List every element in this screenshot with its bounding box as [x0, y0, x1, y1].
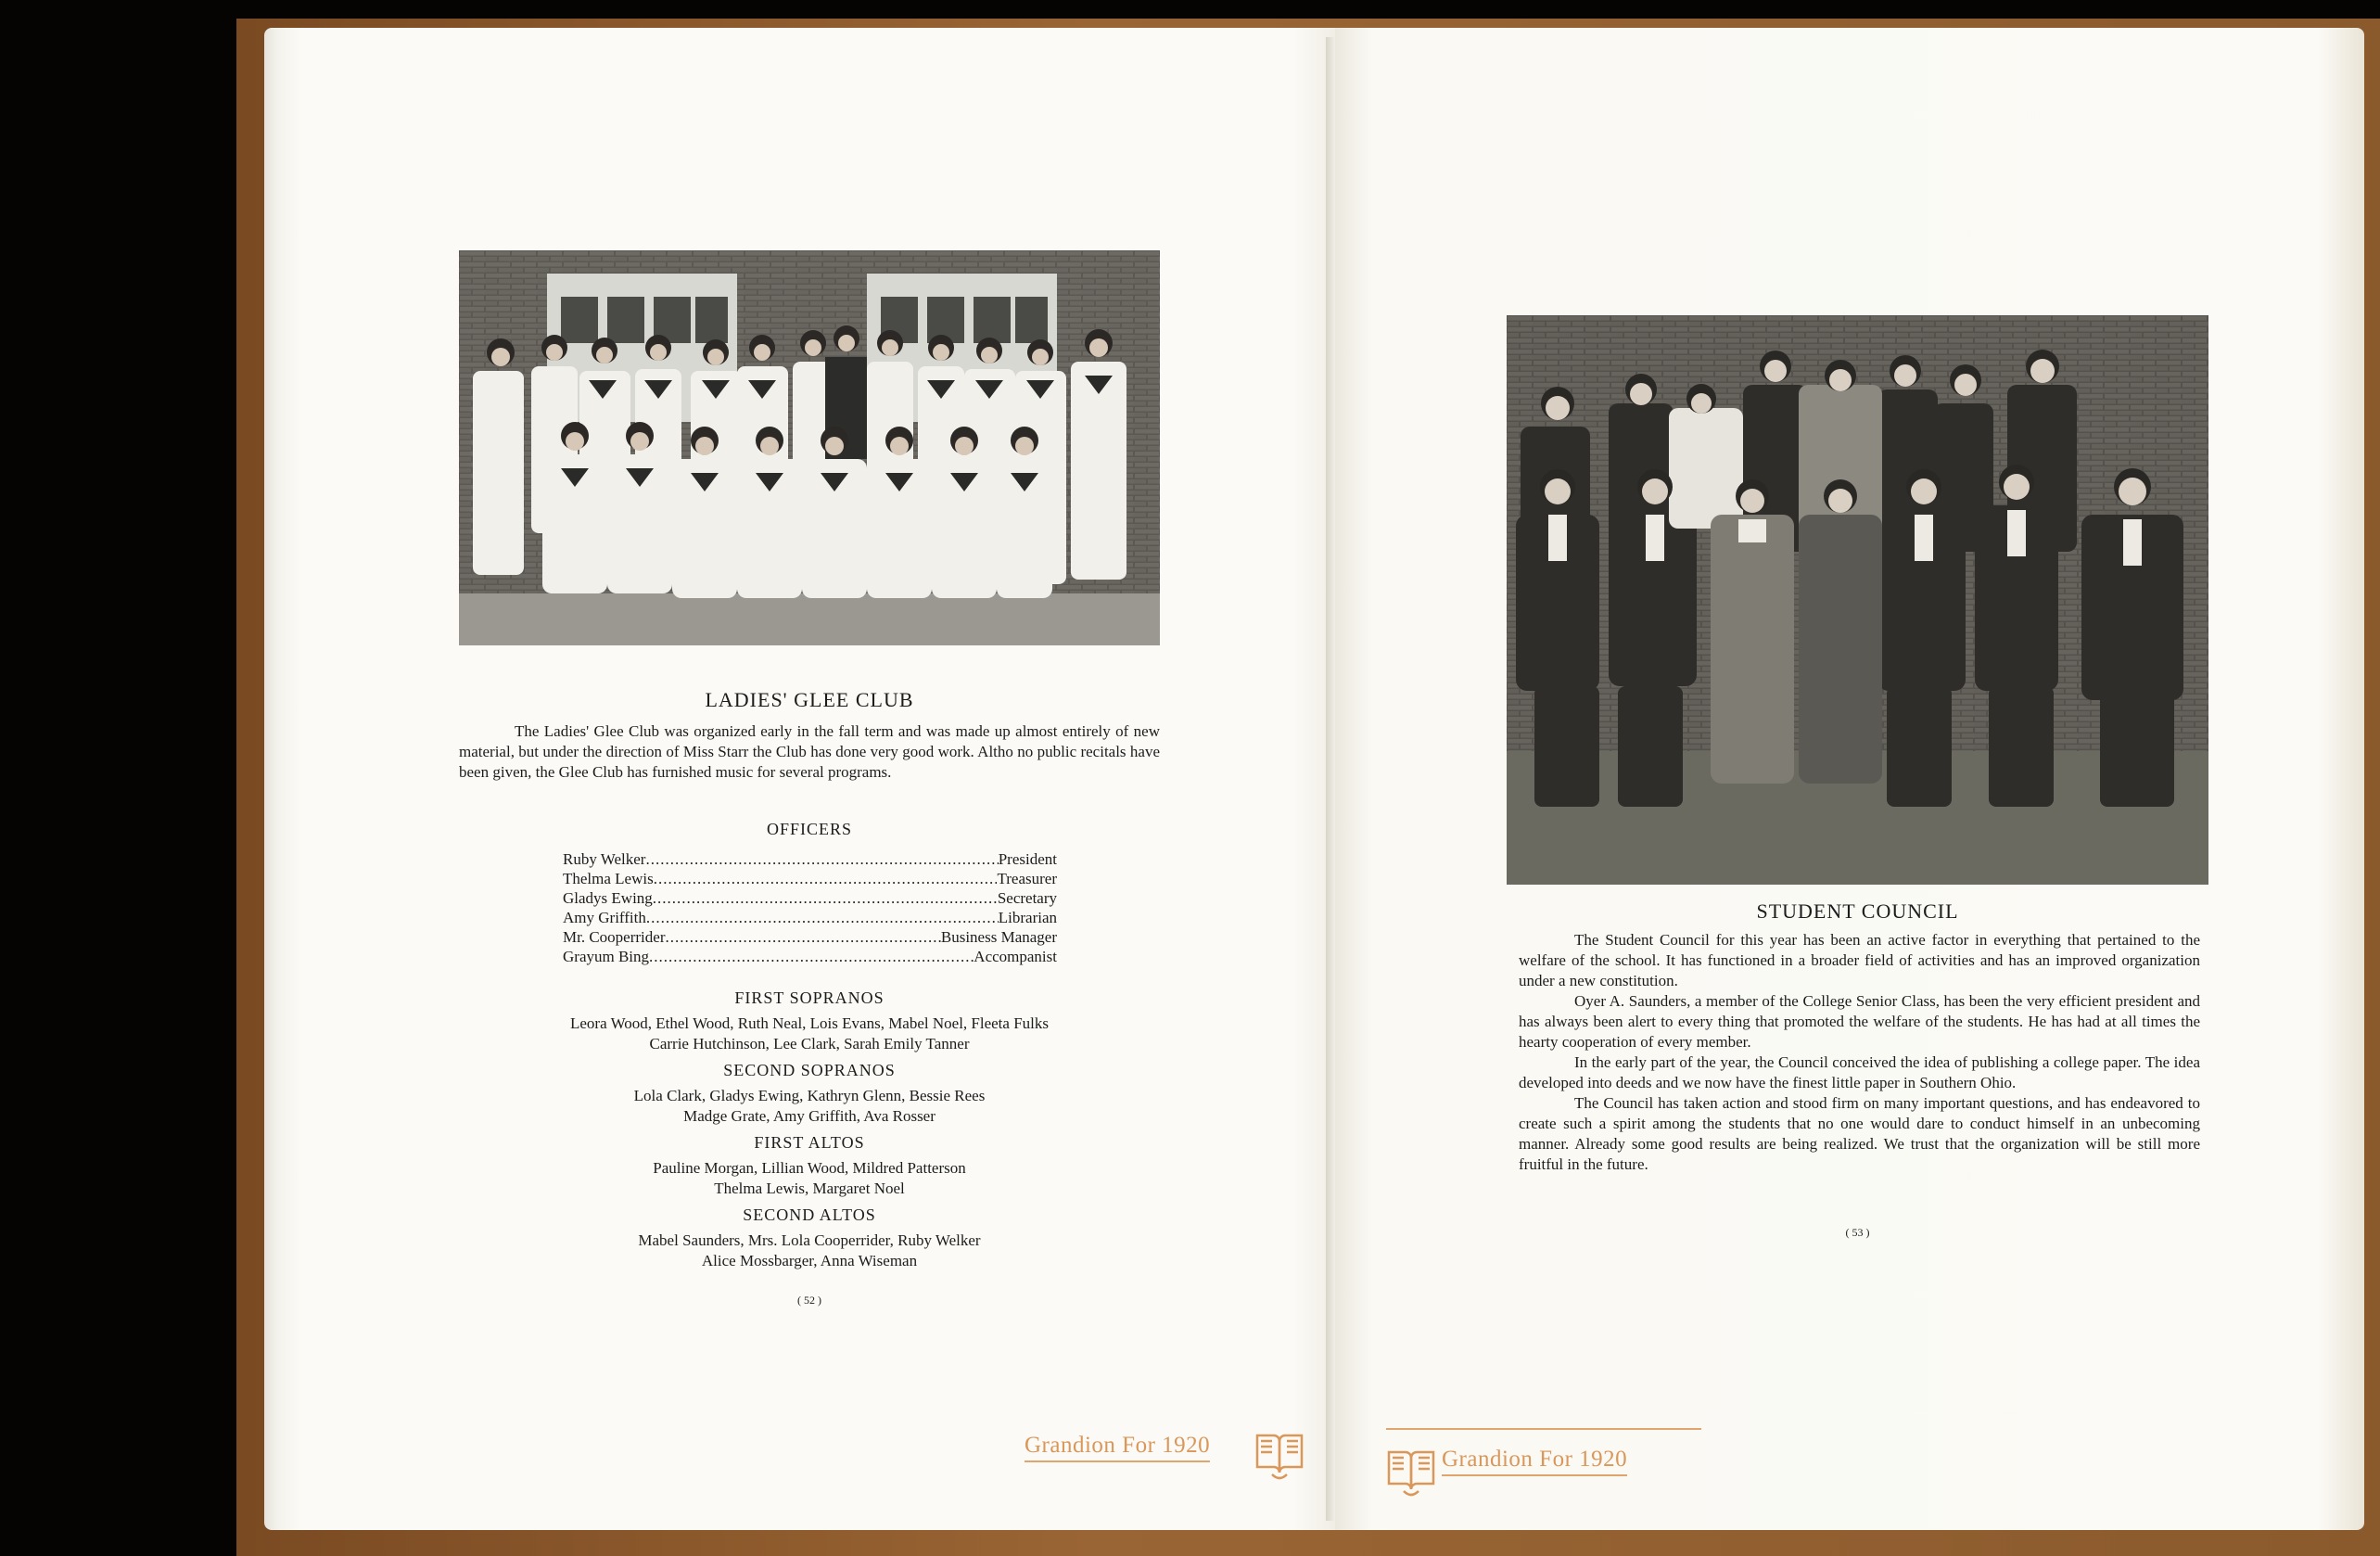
officer-row: [563, 908, 1057, 927]
section-heading: SECOND SOPRANOS: [723, 1061, 896, 1079]
section-line: Madge Grate, Amy Griffith, Ava Rosser: [683, 1107, 935, 1125]
group-photo-student-council-icon: [1507, 315, 2208, 885]
glee-club-photo: [459, 250, 1160, 645]
leader-dots: [649, 947, 974, 966]
glee-club-intro: [459, 721, 1160, 783]
page-number: ( 53 ): [1845, 1226, 1870, 1239]
leader-dots: [645, 849, 998, 869]
leader-dots: [665, 927, 940, 947]
officer-row: [563, 869, 1057, 888]
footer-title: Grandion For 1920: [1025, 1433, 1210, 1462]
section-second-sopranos: [459, 1060, 1160, 1127]
officer-name: Ruby Welker: [563, 850, 646, 868]
officer-name: Gladys Ewing: [563, 889, 653, 907]
open-book-icon: [1383, 1447, 1439, 1502]
section-line: Alice Mossbarger, Anna Wiseman: [701, 1252, 918, 1269]
officer-role: Librarian: [998, 909, 1057, 926]
leader-dots: [653, 888, 998, 908]
officer-name: Mr. Cooperrider: [563, 928, 666, 946]
officer-role: Secretary: [997, 889, 1057, 907]
section-first-sopranos: [459, 988, 1160, 1054]
section-heading: FIRST SOPRANOS: [734, 988, 885, 1007]
officer-role: President: [998, 850, 1057, 868]
section-heading: SECOND ALTOS: [743, 1205, 876, 1224]
officer-row: [563, 927, 1057, 947]
student-council-title: STUDENT COUNCIL: [1756, 899, 1959, 923]
glee-club-intro-text: The Ladies' Glee Club was organized early in the fall term and was made up almost entirely of new material, but under the direction of Miss Starr the Club has done very good work. Altho no public recitals have been given, the Glee Club has furnished music for several programs.: [459, 722, 1160, 781]
section-first-altos: [459, 1132, 1160, 1199]
footer-rule: [1386, 1428, 1701, 1430]
officers-list: [563, 849, 1057, 966]
officer-role: Business Manager: [940, 928, 1057, 946]
glee-club-title: LADIES' GLEE CLUB: [705, 688, 914, 711]
student-council-body: [1519, 930, 2200, 1175]
leader-dots: [646, 908, 999, 927]
section-heading: FIRST ALTOS: [754, 1133, 865, 1152]
section-line: Thelma Lewis, Margaret Noel: [714, 1180, 905, 1197]
officer-role: Accompanist: [974, 948, 1057, 965]
section-second-altos: [459, 1205, 1160, 1271]
council-paragraph: The Student Council for this year has been an active factor in everything that pertained to the welfare of the school. It has functioned in a broader field of activities and has an improved organization under a new constitution.: [1519, 931, 2200, 989]
voice-sections: [459, 988, 1160, 1271]
section-line: Carrie Hutchinson, Lee Clark, Sarah Emily Tanner: [649, 1035, 970, 1052]
officer-name: Amy Griffith: [563, 909, 646, 926]
right-page: [1335, 28, 2364, 1530]
page-number: ( 52 ): [797, 1294, 821, 1307]
officers-heading: OFFICERS: [766, 820, 853, 838]
footer-title: Grandion For 1920: [1442, 1447, 1627, 1476]
council-paragraph: The Council has taken action and stood firm on many important questions, and has endeavored to create such a spirit among the students that no one would dare to conduct himself in an unbecoming manner. Already some good results are being realized. We trust that the organization will be still more fruitful in the future.: [1519, 1094, 2200, 1173]
officer-role: Treasurer: [997, 870, 1057, 887]
open-book-icon: [1252, 1430, 1307, 1486]
section-line: Lola Clark, Gladys Ewing, Kathryn Glenn, Bessie Rees: [633, 1087, 986, 1104]
council-paragraph: Oyer A. Saunders, a member of the College Senior Class, has been the very efficient president and has always been alert to every thing that promoted the welfare of the students. He has had at all times the hearty cooperation of every member.: [1519, 992, 2200, 1051]
left-page: [264, 28, 1340, 1530]
section-line: Leora Wood, Ethel Wood, Ruth Neal, Lois Evans, Mabel Noel, Fleeta Fulks: [570, 1014, 1049, 1032]
section-line: Mabel Saunders, Mrs. Lola Cooperrider, Ruby Welker: [638, 1231, 981, 1249]
section-line: Pauline Morgan, Lillian Wood, Mildred Patterson: [653, 1159, 966, 1177]
officer-name: Thelma Lewis: [563, 870, 654, 887]
officer-row: [563, 947, 1057, 966]
officer-name: Grayum Bing: [563, 948, 650, 965]
leader-dots: [654, 869, 998, 888]
student-council-photo: [1507, 315, 2208, 885]
council-paragraph: In the early part of the year, the Council conceived the idea of publishing a college paper. The idea developed into deeds and we now have the finest little paper in Southern Ohio.: [1519, 1053, 2200, 1091]
officer-row: [563, 849, 1057, 869]
officer-row: [563, 888, 1057, 908]
group-photo-glee-club-icon: [459, 250, 1160, 645]
